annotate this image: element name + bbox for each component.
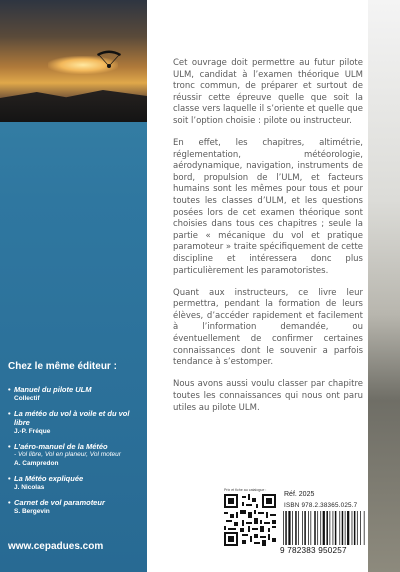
book-author: S. Bergevin xyxy=(14,508,50,515)
sunset-photo xyxy=(0,0,147,122)
book-author: J. Nicolas xyxy=(14,484,45,491)
list-item xyxy=(8,442,146,468)
barcode-digits: 9 782383 950257 xyxy=(280,546,347,555)
list-item xyxy=(8,498,146,516)
barcode-icon xyxy=(282,511,366,545)
editor-heading: Chez le même éditeur : xyxy=(8,361,117,372)
list-item xyxy=(8,385,146,403)
editor-book-list xyxy=(8,385,146,522)
book-subtitle: - Vol libre, Vol en planeur, Vol moteur xyxy=(14,451,121,458)
cover-edge-photo xyxy=(368,0,400,572)
publisher-website: www.cepadues.com xyxy=(8,541,104,552)
paragraph: Quant aux instructeurs, ce livre leur permettra, pendant la formation de leurs élèves, d’accéder rapidement et facilement à l’information demandée, ou éventuellement de confirmer certaines connaissances dont le souvenir a parfois tendance à s’estomper. xyxy=(173,287,363,368)
cover-side-band xyxy=(0,0,147,572)
isbn: ISBN 978.2.38365.025.7 xyxy=(284,502,358,509)
paragraph: Cet ouvrage doit permettre au futur pilote ULM, candidat à l’examen théorique ULM tronc commun, de préparer et surtout de réussir cette épreuve quelle que soit la classe vers laquelle il s’oriente et quelle que soit l’option choisie : pilote ou instructeur. xyxy=(173,58,363,126)
qr-code-icon xyxy=(224,494,276,546)
book-title: • Manuel du pilote ULM xyxy=(8,385,146,394)
mountain-silhouette xyxy=(0,82,147,122)
list-item xyxy=(8,474,146,492)
book-title: • L’aéro-manuel de la Météo xyxy=(8,442,146,451)
list-item xyxy=(8,409,146,436)
blurb-text xyxy=(173,58,363,425)
reference-number: Réf. 2025 xyxy=(284,491,315,498)
paramotor-silhouette-icon xyxy=(96,48,122,70)
qr-caption: Prix et fiche au catalogue : xyxy=(224,488,267,492)
book-author: A. Campredon xyxy=(14,460,59,467)
paragraph: Nous avons aussi voulu classer par chapitre toutes les connaissances qui nous ont paru utiles au pilote ULM. xyxy=(173,379,363,413)
book-author: J.-P. Fréque xyxy=(14,428,51,435)
book-title: • La Météo expliquée xyxy=(8,474,146,483)
book-title: • Carnet de vol paramoteur xyxy=(8,498,146,507)
book-author: Collectif xyxy=(14,395,40,402)
paragraph: En effet, les chapitres, altimétrie, réglementation, météorologie, aérodynamique, navigation, instruments de bord, propulsion de l’ULM, et facteurs humains sont les mêmes pour tous et pour toutes les classes d’ULM, et les questions posées lors de cet examen théorique sont choisies dans tous ces chapitres ; seule la partie « mécanique du vol et pratique paramoteur » traite spécifiquement de cette discipline et intéressera donc plus particulièrement les paramotoristes. xyxy=(173,138,364,276)
book-title: • La météo du vol à voile et du vol libre xyxy=(8,409,146,427)
